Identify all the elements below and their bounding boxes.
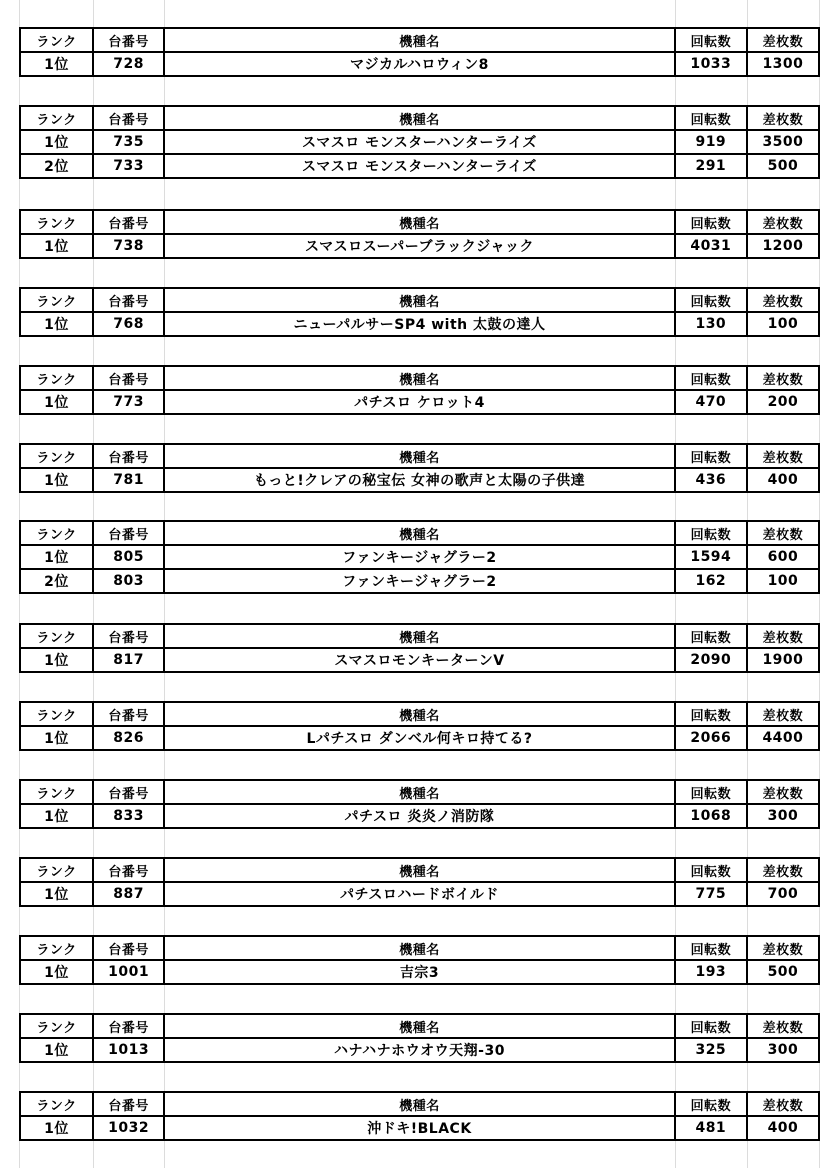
- cell-spins: 436: [675, 468, 747, 492]
- cell-diff: 400: [747, 468, 819, 492]
- header-machine-no: 台番号: [93, 780, 164, 804]
- table-row: [20, 648, 819, 672]
- cell-machine-no: 733: [93, 154, 164, 178]
- header-diff: 差枚数: [747, 106, 819, 130]
- ranking-table: [19, 857, 820, 907]
- header-model: 機種名: [164, 624, 675, 648]
- header-spins: 回転数: [675, 366, 747, 390]
- header-spins: 回転数: [675, 521, 747, 545]
- header-machine-no: 台番号: [93, 210, 164, 234]
- ranking-table: [19, 443, 820, 493]
- ranking-table: [19, 623, 820, 673]
- cell-spins: 1033: [675, 52, 747, 76]
- table-header-row: [20, 366, 819, 390]
- header-machine-no: 台番号: [93, 936, 164, 960]
- cell-diff: 4400: [747, 726, 819, 750]
- cell-model: スマスロ モンスターハンターライズ: [164, 154, 675, 178]
- cell-model: スマスロ モンスターハンターライズ: [164, 130, 675, 154]
- cell-diff: 400: [747, 1116, 819, 1140]
- header-machine-no: 台番号: [93, 624, 164, 648]
- table-row: [20, 804, 819, 828]
- header-model: 機種名: [164, 444, 675, 468]
- cell-rank: 1位: [20, 1038, 93, 1062]
- cell-spins: 2066: [675, 726, 747, 750]
- ranking-table: [19, 287, 820, 337]
- cell-machine-no: 1013: [93, 1038, 164, 1062]
- header-rank: ランク: [20, 444, 93, 468]
- header-spins: 回転数: [675, 444, 747, 468]
- table-row: [20, 390, 819, 414]
- header-rank: ランク: [20, 1014, 93, 1038]
- cell-model: ファンキージャグラー2: [164, 545, 675, 569]
- cell-diff: 500: [747, 154, 819, 178]
- header-diff: 差枚数: [747, 521, 819, 545]
- cell-model: パチスロ ケロット4: [164, 390, 675, 414]
- cell-diff: 700: [747, 882, 819, 906]
- cell-spins: 4031: [675, 234, 747, 258]
- cell-diff: 300: [747, 804, 819, 828]
- table-header-row: [20, 858, 819, 882]
- cell-model: ニューパルサーSP4 with 太鼓の達人: [164, 312, 675, 336]
- header-rank: ランク: [20, 210, 93, 234]
- table-row: [20, 1038, 819, 1062]
- table-header-row: [20, 521, 819, 545]
- cell-model: ファンキージャグラー2: [164, 569, 675, 593]
- cell-spins: 193: [675, 960, 747, 984]
- header-model: 機種名: [164, 1092, 675, 1116]
- header-diff: 差枚数: [747, 366, 819, 390]
- header-machine-no: 台番号: [93, 521, 164, 545]
- header-model: 機種名: [164, 210, 675, 234]
- ranking-table: [19, 105, 820, 179]
- cell-spins: 130: [675, 312, 747, 336]
- header-rank: ランク: [20, 936, 93, 960]
- table-header-row: [20, 780, 819, 804]
- ranking-table: [19, 779, 820, 829]
- header-diff: 差枚数: [747, 444, 819, 468]
- header-rank: ランク: [20, 624, 93, 648]
- cell-rank: 1位: [20, 390, 93, 414]
- cell-model: スマスロスーパーブラックジャック: [164, 234, 675, 258]
- header-machine-no: 台番号: [93, 444, 164, 468]
- cell-model: ハナハナホウオウ天翔-30: [164, 1038, 675, 1062]
- cell-rank: 2位: [20, 154, 93, 178]
- header-spins: 回転数: [675, 1092, 747, 1116]
- table-header-row: [20, 936, 819, 960]
- cell-rank: 1位: [20, 804, 93, 828]
- ranking-table: [19, 209, 820, 259]
- cell-machine-no: 803: [93, 569, 164, 593]
- header-rank: ランク: [20, 366, 93, 390]
- header-model: 機種名: [164, 288, 675, 312]
- cell-rank: 2位: [20, 569, 93, 593]
- table-header-row: [20, 702, 819, 726]
- header-model: 機種名: [164, 702, 675, 726]
- header-rank: ランク: [20, 702, 93, 726]
- table-row: [20, 154, 819, 178]
- cell-diff: 100: [747, 312, 819, 336]
- header-diff: 差枚数: [747, 1092, 819, 1116]
- ranking-table: [19, 1013, 820, 1063]
- header-spins: 回転数: [675, 936, 747, 960]
- header-machine-no: 台番号: [93, 702, 164, 726]
- cell-spins: 291: [675, 154, 747, 178]
- cell-rank: 1位: [20, 130, 93, 154]
- cell-spins: 470: [675, 390, 747, 414]
- cell-machine-no: 1001: [93, 960, 164, 984]
- cell-diff: 200: [747, 390, 819, 414]
- header-rank: ランク: [20, 28, 93, 52]
- cell-machine-no: 887: [93, 882, 164, 906]
- cell-machine-no: 781: [93, 468, 164, 492]
- header-spins: 回転数: [675, 702, 747, 726]
- header-rank: ランク: [20, 288, 93, 312]
- table-row: [20, 312, 819, 336]
- header-spins: 回転数: [675, 780, 747, 804]
- cell-rank: 1位: [20, 882, 93, 906]
- cell-model: スマスロモンキーターンV: [164, 648, 675, 672]
- table-row: [20, 52, 819, 76]
- table-row: [20, 882, 819, 906]
- cell-rank: 1位: [20, 312, 93, 336]
- cell-spins: 481: [675, 1116, 747, 1140]
- table-row: [20, 1116, 819, 1140]
- cell-model: 吉宗3: [164, 960, 675, 984]
- cell-rank: 1位: [20, 468, 93, 492]
- header-machine-no: 台番号: [93, 366, 164, 390]
- header-spins: 回転数: [675, 210, 747, 234]
- header-model: 機種名: [164, 521, 675, 545]
- header-model: 機種名: [164, 28, 675, 52]
- cell-diff: 100: [747, 569, 819, 593]
- table-row: [20, 726, 819, 750]
- cell-model: Lパチスロ ダンベル何キロ持てる?: [164, 726, 675, 750]
- header-diff: 差枚数: [747, 858, 819, 882]
- ranking-table: [19, 1091, 820, 1141]
- table-row: [20, 960, 819, 984]
- cell-diff: 3500: [747, 130, 819, 154]
- table-header-row: [20, 624, 819, 648]
- cell-spins: 919: [675, 130, 747, 154]
- header-machine-no: 台番号: [93, 106, 164, 130]
- cell-machine-no: 817: [93, 648, 164, 672]
- table-header-row: [20, 106, 819, 130]
- cell-rank: 1位: [20, 1116, 93, 1140]
- header-model: 機種名: [164, 366, 675, 390]
- cell-machine-no: 768: [93, 312, 164, 336]
- header-spins: 回転数: [675, 288, 747, 312]
- header-spins: 回転数: [675, 858, 747, 882]
- table-header-row: [20, 210, 819, 234]
- cell-machine-no: 728: [93, 52, 164, 76]
- header-diff: 差枚数: [747, 936, 819, 960]
- cell-machine-no: 773: [93, 390, 164, 414]
- cell-spins: 162: [675, 569, 747, 593]
- cell-diff: 500: [747, 960, 819, 984]
- table-row: [20, 569, 819, 593]
- header-diff: 差枚数: [747, 1014, 819, 1038]
- ranking-table: [19, 935, 820, 985]
- table-header-row: [20, 1092, 819, 1116]
- cell-spins: 325: [675, 1038, 747, 1062]
- header-machine-no: 台番号: [93, 288, 164, 312]
- header-spins: 回転数: [675, 106, 747, 130]
- table-row: [20, 468, 819, 492]
- cell-rank: 1位: [20, 234, 93, 258]
- header-spins: 回転数: [675, 28, 747, 52]
- cell-machine-no: 738: [93, 234, 164, 258]
- header-rank: ランク: [20, 106, 93, 130]
- cell-rank: 1位: [20, 960, 93, 984]
- cell-model: 沖ドキ!BLACK: [164, 1116, 675, 1140]
- table-row: [20, 130, 819, 154]
- header-machine-no: 台番号: [93, 1014, 164, 1038]
- header-rank: ランク: [20, 858, 93, 882]
- header-machine-no: 台番号: [93, 1092, 164, 1116]
- cell-machine-no: 826: [93, 726, 164, 750]
- header-rank: ランク: [20, 521, 93, 545]
- header-machine-no: 台番号: [93, 858, 164, 882]
- header-rank: ランク: [20, 780, 93, 804]
- table-header-row: [20, 288, 819, 312]
- header-diff: 差枚数: [747, 28, 819, 52]
- header-model: 機種名: [164, 106, 675, 130]
- cell-model: もっと!クレアの秘宝伝 女神の歌声と太陽の子供達: [164, 468, 675, 492]
- table-header-row: [20, 1014, 819, 1038]
- cell-diff: 1900: [747, 648, 819, 672]
- cell-model: パチスロハードボイルド: [164, 882, 675, 906]
- cell-machine-no: 1032: [93, 1116, 164, 1140]
- table-header-row: [20, 444, 819, 468]
- cell-machine-no: 805: [93, 545, 164, 569]
- cell-diff: 600: [747, 545, 819, 569]
- header-model: 機種名: [164, 780, 675, 804]
- cell-diff: 300: [747, 1038, 819, 1062]
- ranking-table: [19, 520, 820, 594]
- header-spins: 回転数: [675, 1014, 747, 1038]
- cell-diff: 1200: [747, 234, 819, 258]
- cell-model: マジカルハロウィン8: [164, 52, 675, 76]
- cell-rank: 1位: [20, 52, 93, 76]
- header-machine-no: 台番号: [93, 28, 164, 52]
- ranking-table: [19, 365, 820, 415]
- header-diff: 差枚数: [747, 624, 819, 648]
- table-row: [20, 545, 819, 569]
- header-spins: 回転数: [675, 624, 747, 648]
- header-model: 機種名: [164, 1014, 675, 1038]
- cell-machine-no: 833: [93, 804, 164, 828]
- cell-rank: 1位: [20, 648, 93, 672]
- cell-spins: 2090: [675, 648, 747, 672]
- header-model: 機種名: [164, 936, 675, 960]
- cell-model: パチスロ 炎炎ノ消防隊: [164, 804, 675, 828]
- table-header-row: [20, 28, 819, 52]
- table-row: [20, 234, 819, 258]
- cell-machine-no: 735: [93, 130, 164, 154]
- cell-spins: 1068: [675, 804, 747, 828]
- cell-rank: 1位: [20, 545, 93, 569]
- header-rank: ランク: [20, 1092, 93, 1116]
- cell-rank: 1位: [20, 726, 93, 750]
- header-model: 機種名: [164, 858, 675, 882]
- cell-spins: 775: [675, 882, 747, 906]
- header-diff: 差枚数: [747, 210, 819, 234]
- header-diff: 差枚数: [747, 702, 819, 726]
- header-diff: 差枚数: [747, 288, 819, 312]
- ranking-table: [19, 701, 820, 751]
- header-diff: 差枚数: [747, 780, 819, 804]
- ranking-table: [19, 27, 820, 77]
- cell-diff: 1300: [747, 52, 819, 76]
- cell-spins: 1594: [675, 545, 747, 569]
